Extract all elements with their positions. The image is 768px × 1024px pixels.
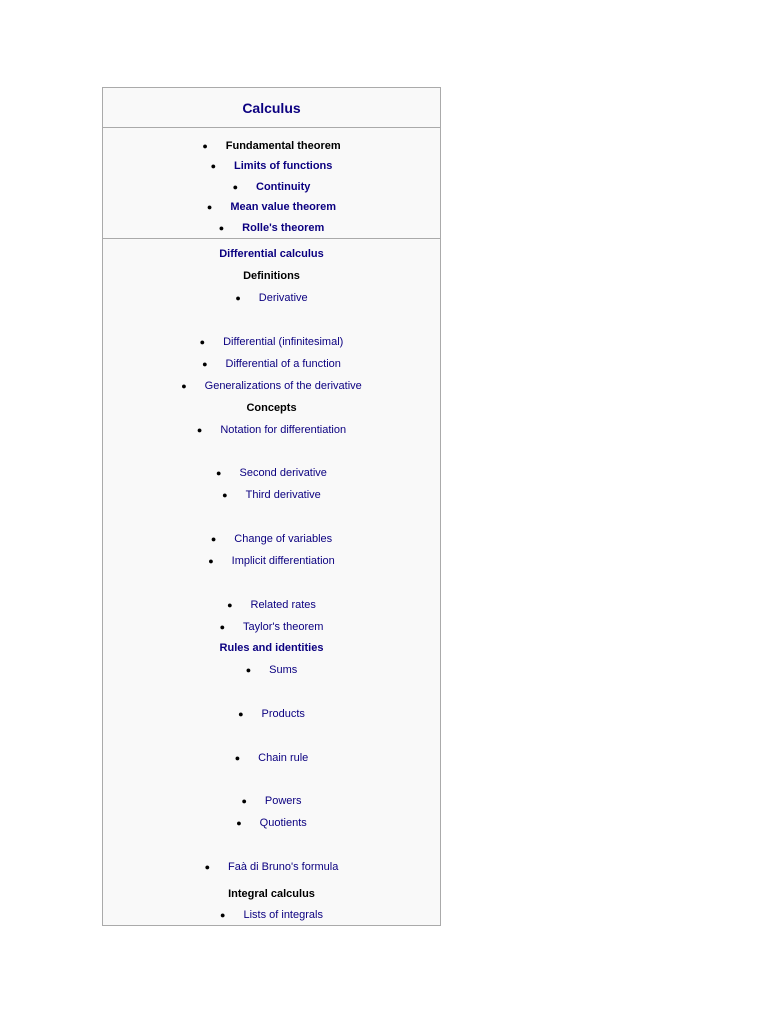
bullet-icon: ● xyxy=(210,161,217,171)
bullet-icon: ● xyxy=(218,223,225,233)
link-derivative[interactable]: Derivative xyxy=(258,292,308,304)
link-third-derivative[interactable]: Third derivative xyxy=(245,489,321,501)
list-item[interactable] xyxy=(103,357,440,371)
list-item[interactable] xyxy=(103,180,440,194)
bullet-icon: ● xyxy=(196,425,203,435)
link-lists-of-integrals[interactable]: Lists of integrals xyxy=(243,909,323,921)
bullet-icon: ● xyxy=(181,381,187,391)
list-item[interactable] xyxy=(103,291,440,305)
list-item[interactable] xyxy=(103,908,440,922)
bullet-icon: ● xyxy=(238,709,244,719)
item-fundamental-theorem[interactable]: Fundamental theorem xyxy=(225,140,341,152)
link-products[interactable]: Products xyxy=(261,708,305,720)
bullet-icon: ● xyxy=(222,490,228,500)
bullet-icon: ● xyxy=(245,665,252,675)
link-notation-for-differentiation[interactable]: Notation for differentiation xyxy=(220,424,347,436)
link-powers[interactable]: Powers xyxy=(264,795,302,807)
bullet-icon: ● xyxy=(220,910,226,920)
list-item[interactable] xyxy=(103,598,440,612)
list-item[interactable] xyxy=(103,466,440,480)
bullet-icon: ● xyxy=(206,202,213,212)
link-implicit-differentiation[interactable]: Implicit differentiation xyxy=(231,555,335,567)
calculus-navbox xyxy=(102,87,441,926)
link-chain-rule[interactable]: Chain rule xyxy=(258,752,309,764)
link-quotients[interactable]: Quotients xyxy=(259,817,307,829)
list-item[interactable] xyxy=(103,532,440,546)
link-generalizations-of-the-derivative[interactable]: Generalizations of the derivative xyxy=(204,380,362,392)
list-item[interactable] xyxy=(103,488,440,502)
divider xyxy=(103,127,440,128)
list-item[interactable] xyxy=(103,663,440,677)
list-item[interactable] xyxy=(103,751,440,765)
bullet-icon: ● xyxy=(208,556,214,566)
bullet-icon: ● xyxy=(202,359,208,369)
heading-integral-calculus: Integral calculus xyxy=(228,888,315,900)
link-sums[interactable]: Sums xyxy=(269,664,298,676)
bullet-icon: ● xyxy=(216,468,222,478)
list-item[interactable] xyxy=(103,221,440,235)
list-item[interactable] xyxy=(103,707,440,721)
link-differential-infinitesimal[interactable]: Differential (infinitesimal) xyxy=(223,336,344,348)
list-item[interactable] xyxy=(103,200,440,214)
list-item[interactable] xyxy=(103,554,440,568)
link-mean-value-theorem[interactable]: Mean value theorem xyxy=(230,201,337,213)
list-item[interactable] xyxy=(103,860,440,874)
bullet-icon: ● xyxy=(202,141,208,151)
list-item[interactable] xyxy=(103,379,440,393)
link-taylors-theorem[interactable]: Taylor's theorem xyxy=(243,621,324,633)
bullet-icon: ● xyxy=(235,293,241,303)
link-rolles-theorem[interactable]: Rolle's theorem xyxy=(242,222,325,234)
bullet-icon: ● xyxy=(232,182,239,192)
divider xyxy=(103,238,440,239)
bullet-icon: ● xyxy=(241,796,247,806)
link-related-rates[interactable]: Related rates xyxy=(250,599,316,611)
list-item[interactable] xyxy=(103,816,440,830)
navbox-title[interactable]: Calculus xyxy=(242,100,301,116)
link-faa-di-brunos-formula[interactable]: Faà di Bruno's formula xyxy=(228,861,339,873)
link-limits-of-functions[interactable]: Limits of functions xyxy=(234,160,333,172)
heading-rules-and-identities[interactable]: Rules and identities xyxy=(219,642,324,654)
bullet-icon: ● xyxy=(199,337,206,347)
link-second-derivative[interactable]: Second derivative xyxy=(239,467,327,479)
bullet-icon: ● xyxy=(210,534,217,544)
heading-definitions: Definitions xyxy=(243,270,300,282)
heading-concepts: Concepts xyxy=(246,402,297,414)
list-item[interactable] xyxy=(103,335,440,349)
bullet-icon: ● xyxy=(227,600,233,610)
link-continuity[interactable]: Continuity xyxy=(256,181,311,193)
link-change-of-variables[interactable]: Change of variables xyxy=(234,533,333,545)
bullet-icon: ● xyxy=(236,818,242,828)
list-item[interactable] xyxy=(103,794,440,808)
bullet-icon: ● xyxy=(204,862,211,872)
link-differential-of-a-function[interactable]: Differential of a function xyxy=(225,358,341,370)
heading-differential-calculus[interactable]: Differential calculus xyxy=(219,248,324,260)
list-item[interactable] xyxy=(103,159,440,173)
list-item[interactable] xyxy=(103,423,440,437)
bullet-icon: ● xyxy=(219,622,226,632)
list-item[interactable] xyxy=(103,139,440,153)
list-item[interactable] xyxy=(103,620,440,634)
bullet-icon: ● xyxy=(234,753,241,763)
